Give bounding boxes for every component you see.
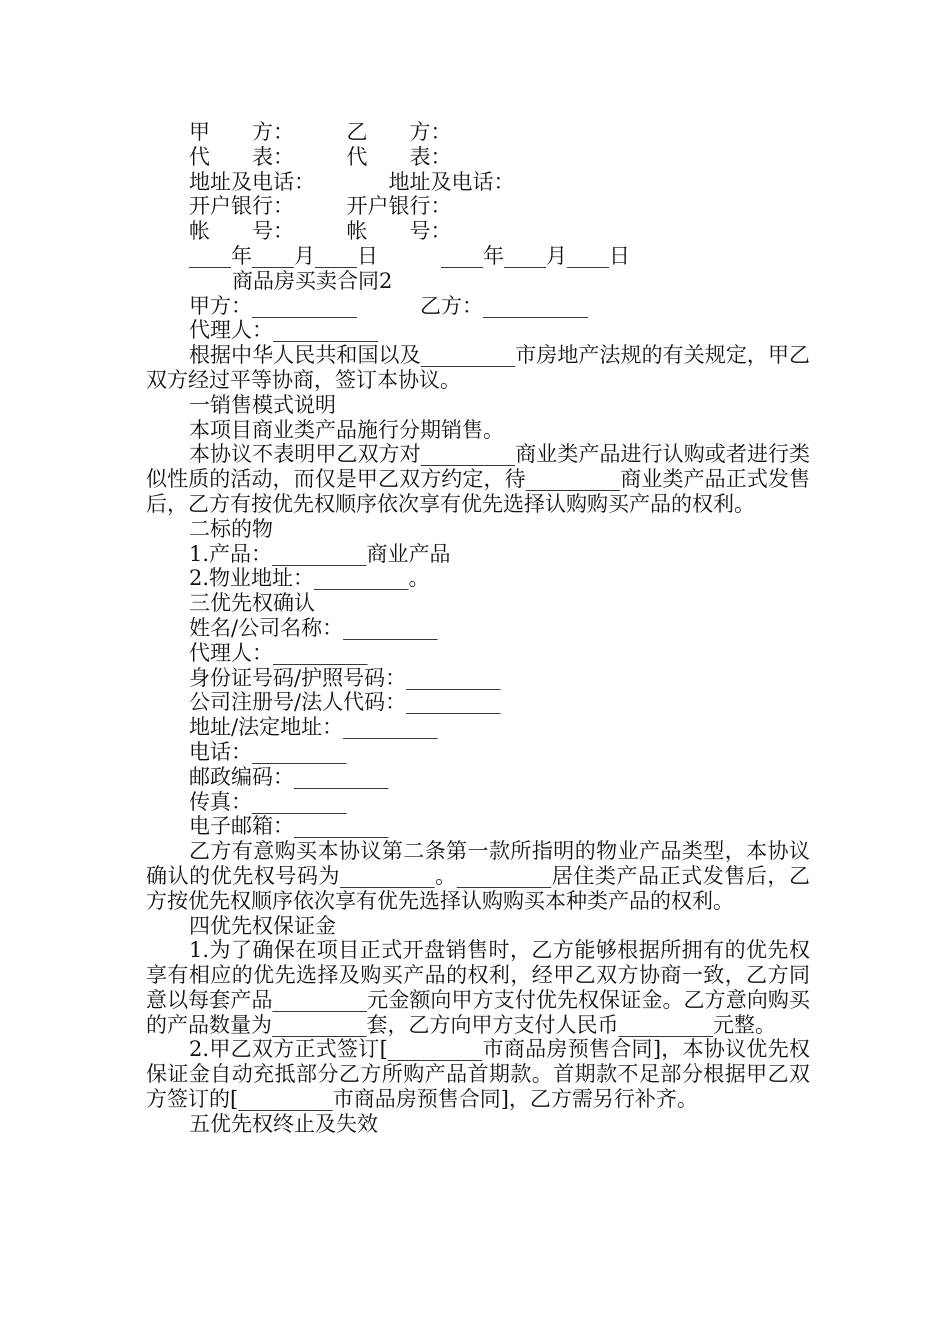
header-row-date: ____年____月____日 ____年____月____日 [189, 243, 630, 268]
product-line: 1.产品：_________商业产品 [189, 541, 451, 566]
agent-field-line: 代理人：_________ [189, 640, 368, 665]
section-3-paragraph: 乙方有意购买本协议第二条第一款所指明的物业产品类型，本协议确认的优先权号码为_________。_________居住类产品正式发售后，乙方按优先权顺序依次享有优先选择认购购买本种类产品的权利。 [146, 839, 810, 913]
header-row-bank: 开户银行： 开户银行： [189, 194, 452, 219]
name-field-line: 姓名/公司名称：_________ [189, 615, 438, 640]
phone-field-line: 电话：_________ [189, 739, 347, 764]
address-field-line: 地址/法定地址：_________ [189, 715, 438, 740]
sales-mode-line: 本项目商业类产品施行分期销售。 [189, 417, 504, 442]
section-heading-1: 一销售模式说明 [189, 392, 336, 417]
property-address-line: 2.物业地址：_________。 [189, 566, 430, 591]
document-body [146, 120, 810, 1137]
section-heading-3: 三优先权确认 [189, 591, 315, 616]
section-4-clause-2: 2.甲乙双方正式签订[_________市商品房预售合同]，本协议优先权保证金自动充抵部分乙方所购产品首期款。首期款不足部分根据甲乙双方签订的[_________市商品房预售合同]，乙方需另行补齐。 [146, 1037, 810, 1112]
intro-paragraph: 根据中华人民共和国以及_________市房地产法规的有关规定，甲乙双方经过平等协商，签订本协议。 [146, 343, 810, 392]
section-heading-4: 四优先权保证金 [189, 913, 336, 938]
section-1-paragraph: 本协议不表明甲乙双方对_________商业类产品进行认购或者进行类似性质的活动，而仅是甲乙双方约定，待_________商业类产品正式发售后，乙方有按优先权顺序依次享有优先选择认购购买产品的权利。 [146, 442, 810, 516]
header-row-account: 帐 号： 帐 号： [189, 219, 452, 244]
section-heading-2: 二标的物 [189, 516, 273, 541]
postcode-field-line: 邮政编码：_________ [189, 764, 389, 789]
fax-field-line: 传真：_________ [189, 789, 347, 814]
header-row-rep: 代 表： 代 表： [189, 144, 452, 169]
section-heading-5: 五优先权终止及失效 [189, 1111, 378, 1136]
contract-title: 商品房买卖合同2 [232, 268, 393, 293]
section-4-clause-1: 1.为了确保在项目正式开盘销售时，乙方能够根据所拥有的优先权享有相应的优先选择及购买产品的权利，经甲乙双方协商一致，乙方同意以每套产品_________元金额向甲方支付优先权保证金。乙方意向购买的产品数量为_________套，乙方向甲方支付人民币_________元整。 [146, 938, 810, 1037]
header-row-party: 甲 方： 乙 方： [189, 120, 452, 144]
party-line: 甲方：__________ 乙方：__________ [189, 293, 588, 318]
company-reg-field-line: 公司注册号/法人代码：_________ [189, 690, 501, 715]
id-field-line: 身份证号码/护照号码：_________ [189, 665, 501, 690]
email-field-line: 电子邮箱：_________ [189, 814, 389, 839]
agent-line: 代理人：__________ [189, 318, 378, 343]
header-row-address: 地址及电话： 地址及电话： [189, 169, 515, 194]
